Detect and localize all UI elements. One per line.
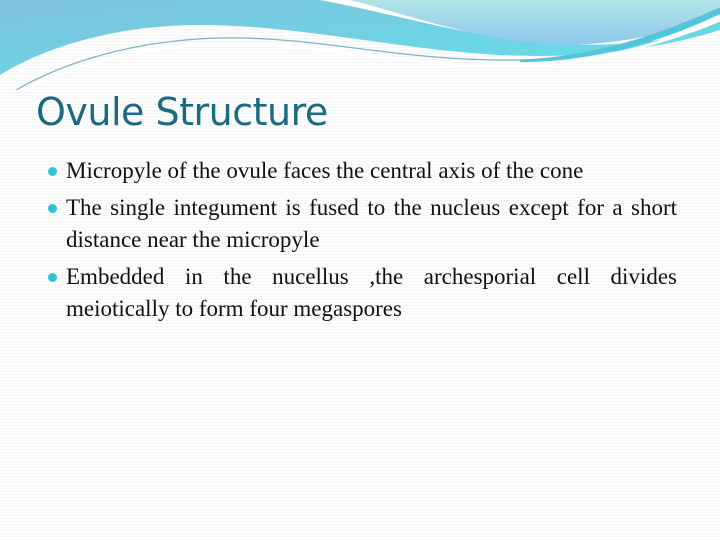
bullet-dot-icon bbox=[48, 273, 57, 282]
bullet-text: Micropyle of the ovule faces the central axis of the cone bbox=[66, 158, 584, 183]
bullet-text: Embedded in the nucellus ,the archesporial cell divides meiotically to form four megaspores bbox=[66, 264, 677, 321]
bullet-dot-icon bbox=[48, 204, 57, 213]
bullet-list bbox=[44, 155, 677, 330]
bullet-text: The single integument is fused to the nucleus except for a short distance near the micropyle bbox=[66, 195, 677, 252]
header-wave-decoration bbox=[0, 0, 720, 90]
bullet-dot-icon bbox=[48, 167, 57, 176]
bullet-item bbox=[44, 261, 677, 325]
bullet-item bbox=[44, 192, 677, 256]
bullet-item bbox=[44, 155, 677, 187]
slide-title: Ovule Structure bbox=[36, 90, 328, 134]
